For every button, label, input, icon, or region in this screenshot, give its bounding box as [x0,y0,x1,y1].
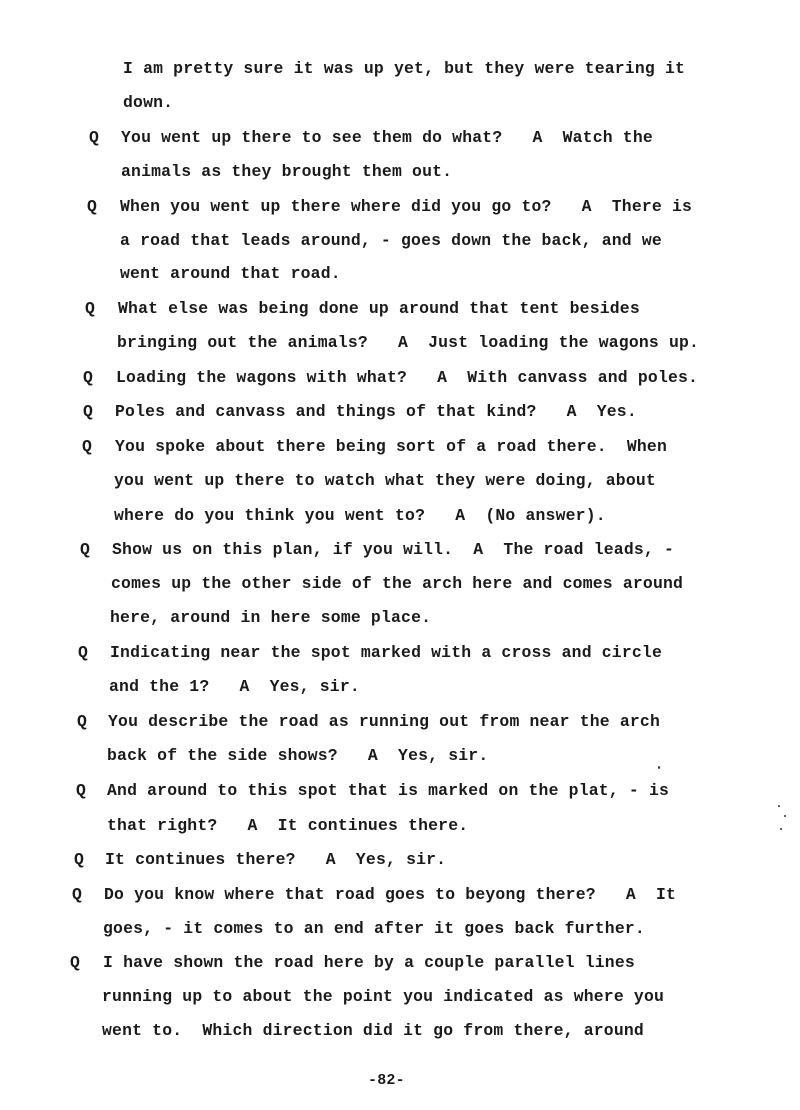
question-marker: Q [82,437,93,456]
testimony-line: and the 1? A Yes, sir. [109,677,360,696]
testimony-line: Loading the wagons with what? A With canvass and poles. [116,368,699,387]
testimony-line: went around that road. [120,264,341,283]
testimony-line: When you went up there where did you go to? A There is [120,197,693,216]
question-marker: Q [74,850,85,869]
testimony-line: You describe the road as running out from near the arch [108,712,660,731]
testimony-line: back of the side shows? A Yes, sir. [107,746,489,765]
scan-speck [784,815,786,817]
scan-speck [658,766,660,769]
question-marker: Q [72,885,83,904]
question-marker: Q [85,299,96,318]
testimony-line: running up to about the point you indicated as where you [102,987,665,1006]
testimony-line: here, around in here some place. [110,608,432,627]
page-number: -82- [368,1072,405,1089]
continuation-line: down. [123,93,174,112]
testimony-line: It continues there? A Yes, sir. [105,850,447,869]
question-marker: Q [77,712,88,731]
testimony-line: Show us on this plan, if you will. A The road leads, - [112,540,675,559]
question-marker: Q [80,540,91,559]
continuation-line: I am pretty sure it was up yet, but they were tearing it [123,59,686,78]
question-marker: Q [76,781,87,800]
testimony-line: where do you think you went to? A (No answer). [114,506,606,525]
scan-speck [778,805,780,807]
scan-speck [780,828,782,830]
testimony-line: Poles and canvass and things of that kind? A Yes. [115,402,637,421]
testimony-line: comes up the other side of the arch here and comes around [111,574,684,593]
question-marker: Q [78,643,89,662]
testimony-line: a road that leads around, - goes down the back, and we [120,231,662,250]
question-marker: Q [87,197,98,216]
testimony-line: went to. Which direction did it go from there, around [102,1021,644,1040]
testimony-line: bringing out the animals? A Just loading the wagons up. [117,333,700,352]
testimony-line: What else was being done up around that tent besides [118,299,640,318]
testimony-line: Indicating near the spot marked with a cross and circle [110,643,662,662]
testimony-line: You spoke about there being sort of a road there. When [115,437,667,456]
testimony-line: that right? A It continues there. [107,816,469,835]
testimony-line: animals as they brought them out. [121,162,453,181]
testimony-line: you went up there to watch what they were doing, about [114,471,656,490]
testimony-line: And around to this spot that is marked on the plat, - is [107,781,670,800]
question-marker: Q [70,953,81,972]
testimony-line: You went up there to see them do what? A Watch the [121,128,653,147]
testimony-line: Do you know where that road goes to beyong there? A It [104,885,677,904]
testimony-line: I have shown the road here by a couple parallel lines [103,953,635,972]
testimony-line: goes, - it comes to an end after it goes back further. [103,919,645,938]
question-marker: Q [89,128,100,147]
question-marker: Q [83,402,94,421]
question-marker: Q [83,368,94,387]
